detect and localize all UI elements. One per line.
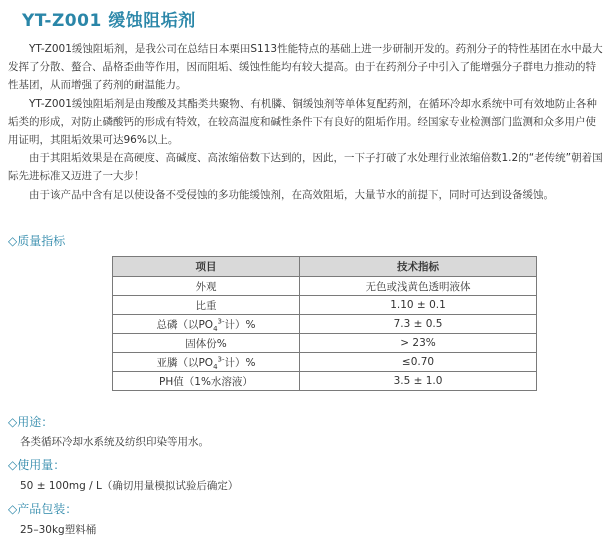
page-title: YT-Z001 缓蚀阻垢剂: [22, 11, 196, 31]
row-item: 比重: [113, 296, 300, 315]
row-item: [113, 315, 300, 334]
row-value: 无色或浅黄色透明液体: [300, 277, 537, 296]
intro-paragraph-3: 由于其阻垢效果是在高硬度、高碱度、高浓缩倍数下达到的，因此，一下子打破了水处理行业浓缩倍数1.2的“老传统”朝着国际先进标准又迈进了一大步！: [8, 152, 603, 183]
intro-paragraph-2: YT-Z001缓蚀阻垢剂是由羧酸及其酯类共聚物、有机膦、铜缓蚀剂等单体复配药剂，在循环冷却水系统中可有效地防止各种垢类的形成，对防止磷酸钙的形成有特效，在较高温度和碱性条件下有良好的阻垢作用。经国家专业检测部门监测和众多用户使用证明，其阻垢效果可达96%以上。: [8, 97, 597, 147]
row-item-sub: 4: [213, 324, 218, 333]
dosage-text: 50 ± 100mg / L（确切用量模拟试验后确定）: [20, 480, 239, 492]
intro-paragraph-1: YT-Z001缓蚀阻垢剂，是我公司在总结日本栗田S113性能特点的基础上进一步研制开发的。药剂分子的特性基团在水中最大发挥了分散、螯合、晶格歪曲等作用，因而阻垢、缓蚀性能均有较大提高。由于在药剂分子中引入了能增强分子群电力推动的特性基团，从而增强了药剂的耐温能力。: [8, 43, 603, 92]
row-value: 3.5 ± 1.0: [300, 372, 537, 391]
row-item-prefix: 亚膦（以PO: [156, 356, 214, 369]
header-spec: 技术指标: [300, 257, 537, 277]
header-item: 项目: [113, 257, 300, 277]
row-value: 7.3 ± 0.5: [300, 315, 537, 334]
package-text: 25–30kg塑料桶: [20, 524, 97, 536]
row-item-sup: 3-: [217, 317, 225, 325]
table-row: [113, 353, 537, 372]
table-header-row: [113, 257, 537, 277]
usage-text: 各类循环冷却水系统及纺织印染等用水。: [20, 436, 209, 448]
row-item-suffix: 计）%: [224, 318, 256, 331]
row-item-suffix: 计）%: [224, 356, 256, 369]
row-item-prefix: 总磷（以PO: [156, 318, 214, 331]
table-row: [113, 334, 537, 353]
row-value: ≤0.70: [300, 353, 537, 372]
row-item-sub: 4: [213, 362, 218, 371]
row-value: > 23%: [300, 334, 537, 353]
row-item-sup: 3-: [217, 355, 225, 363]
row-item: 固体份%: [113, 334, 300, 353]
dosage-heading: ◇使用量：: [8, 458, 66, 472]
package-heading: ◇产品包装：: [8, 502, 78, 516]
usage-heading: ◇用途：: [8, 415, 54, 429]
intro-paragraph-4: 由于该产品中含有足以使设备不受侵蚀的多功能缓蚀剂，在高效阻垢，大量节水的前提下，同时可达到设备缓蚀。: [29, 188, 554, 201]
table-row: [113, 277, 537, 296]
quality-spec-table: [112, 256, 537, 391]
table-row: [113, 296, 537, 315]
intro-text: [8, 40, 604, 204]
table-row: [113, 315, 537, 334]
row-value: 1.10 ± 0.1: [300, 296, 537, 315]
row-item: 外观: [113, 277, 300, 296]
row-item: [113, 353, 300, 372]
quality-heading: ◇质量指标: [8, 234, 66, 248]
row-item: PH值（1%水溶液）: [113, 372, 300, 391]
table-row: [113, 372, 537, 391]
